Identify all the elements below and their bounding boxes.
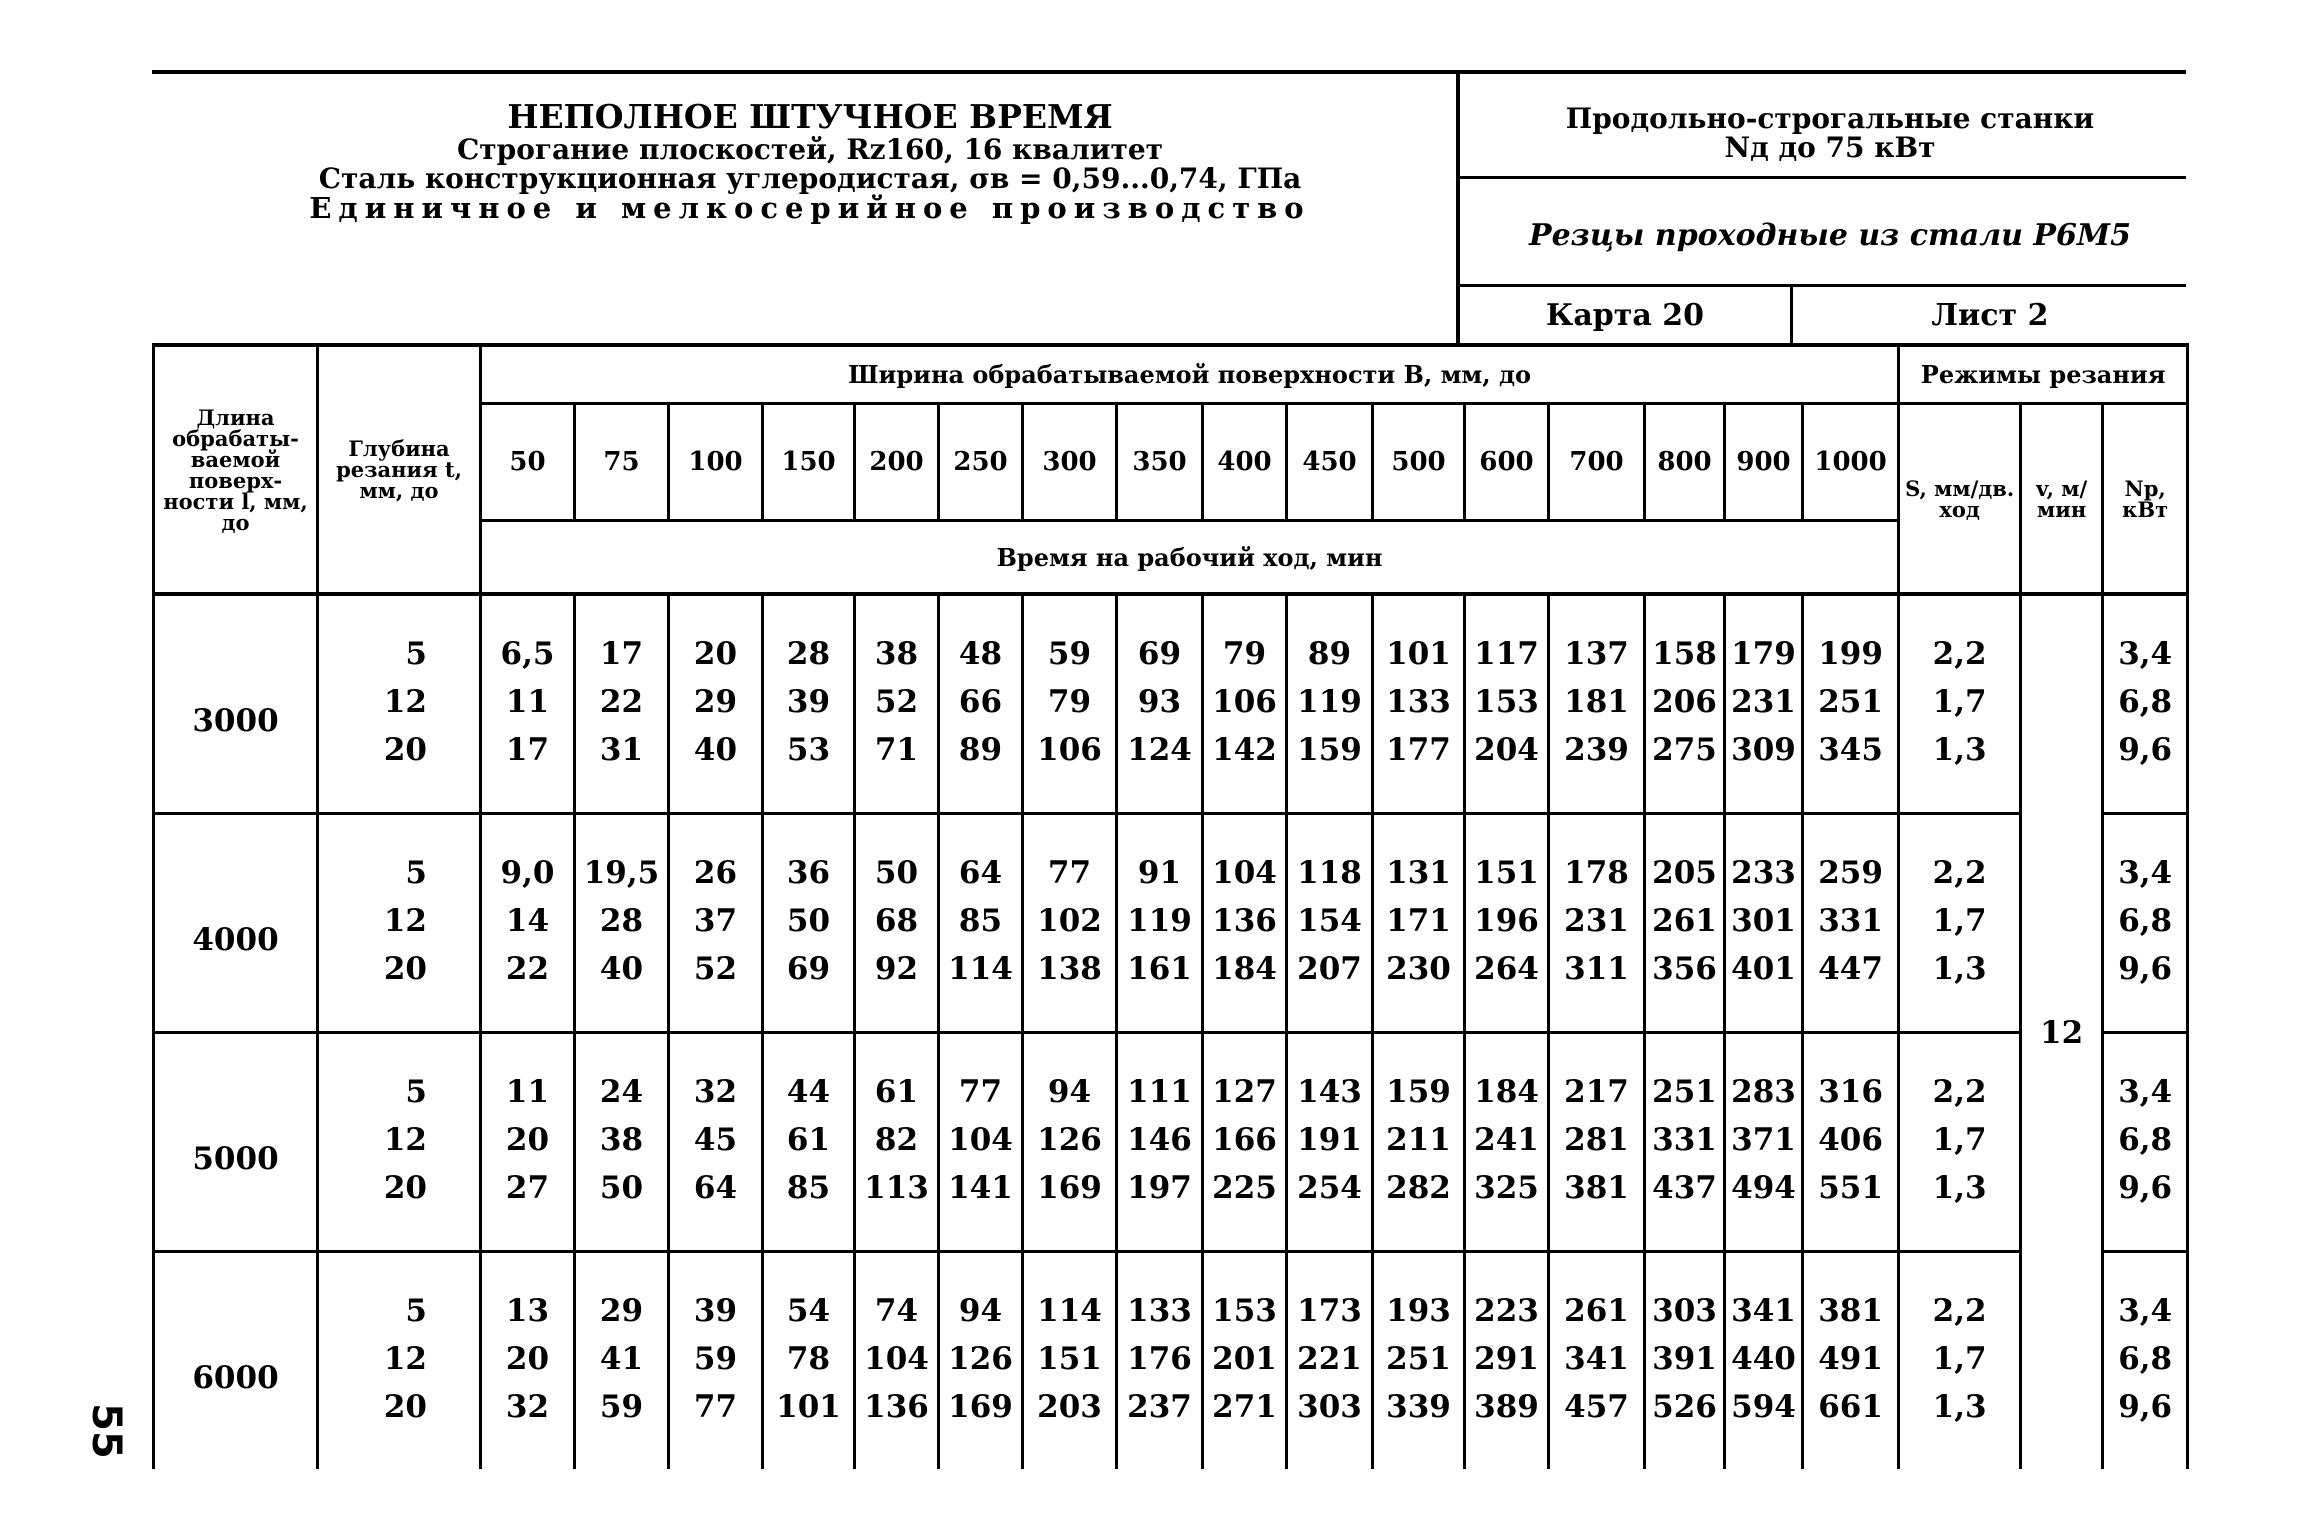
time-cell: 137 [1549, 594, 1645, 678]
time-cell: 526 [1645, 1383, 1725, 1469]
time-cell: 143 [1287, 1033, 1373, 1117]
time-cell: 61 [855, 1033, 939, 1117]
time-cell: 77 [669, 1383, 763, 1469]
time-cell: 119 [1287, 678, 1373, 726]
time-cell: 136 [855, 1383, 939, 1469]
time-cell: 85 [939, 897, 1023, 945]
time-cell: 94 [1023, 1033, 1117, 1117]
time-cell: 131 [1373, 814, 1465, 898]
time-cell: 101 [1373, 594, 1465, 678]
sheet-number: Лист 2 [1931, 298, 2049, 333]
time-cell: 173 [1287, 1252, 1373, 1336]
power-cell: 6,8 [2103, 897, 2188, 945]
depth-cell: 5 [318, 814, 481, 898]
time-cell: 261 [1645, 897, 1725, 945]
table-row [154, 1383, 2188, 1469]
machine-type: Продольно-строгальные станки [1565, 102, 2095, 135]
depth-cell: 20 [318, 1383, 481, 1469]
time-cell: 93 [1117, 678, 1203, 726]
depth-cell: 5 [318, 594, 481, 678]
time-cell: 113 [855, 1164, 939, 1252]
time-cell: 230 [1373, 945, 1465, 1033]
time-cell: 17 [575, 594, 669, 678]
width-header-200: 200 [855, 404, 939, 521]
time-cell: 13 [481, 1252, 575, 1336]
time-cell: 159 [1373, 1033, 1465, 1117]
feed-cell: 1,7 [1899, 1335, 2021, 1383]
time-cell: 74 [855, 1252, 939, 1336]
time-cell: 6,5 [481, 594, 575, 678]
card-number: Карта 20 [1546, 298, 1704, 333]
time-cell: 259 [1803, 814, 1899, 898]
time-cell: 50 [763, 897, 855, 945]
time-cell: 316 [1803, 1033, 1899, 1117]
power-cell: 9,6 [2103, 1383, 2188, 1469]
table-row [154, 945, 2188, 1033]
time-cell: 303 [1287, 1383, 1373, 1469]
time-cell: 31 [575, 726, 669, 814]
time-cell: 32 [481, 1383, 575, 1469]
time-cell: 39 [669, 1252, 763, 1336]
time-cell: 126 [1023, 1116, 1117, 1164]
time-cell: 19,5 [575, 814, 669, 898]
time-cell: 158 [1645, 594, 1725, 678]
time-cell: 29 [575, 1252, 669, 1336]
time-cell: 251 [1803, 678, 1899, 726]
time-cell: 9,0 [481, 814, 575, 898]
time-cell: 301 [1725, 897, 1803, 945]
time-cell: 126 [939, 1335, 1023, 1383]
depth-cell: 20 [318, 945, 481, 1033]
depth-cell: 12 [318, 897, 481, 945]
feed-cell: 1,3 [1899, 1383, 2021, 1469]
time-cell: 311 [1549, 945, 1645, 1033]
width-header-150: 150 [763, 404, 855, 521]
time-cell: 37 [669, 897, 763, 945]
document-subtitle-operation: Строгание плоскостей, Rz160, 16 квалитет [456, 132, 1163, 166]
time-cell: 371 [1725, 1116, 1803, 1164]
width-header-350: 350 [1117, 404, 1203, 521]
time-cell: 69 [763, 945, 855, 1033]
time-cell: 161 [1117, 945, 1203, 1033]
time-cell: 401 [1725, 945, 1803, 1033]
time-cell: 11 [481, 1033, 575, 1117]
feed-cell: 1,7 [1899, 678, 2021, 726]
time-cell: 101 [763, 1383, 855, 1469]
time-cell: 32 [669, 1033, 763, 1117]
time-cell: 217 [1549, 1033, 1645, 1117]
time-cell: 24 [575, 1033, 669, 1117]
depth-cell: 12 [318, 678, 481, 726]
power-cell: 6,8 [2103, 678, 2188, 726]
time-cell: 77 [939, 1033, 1023, 1117]
time-cell: 381 [1549, 1164, 1645, 1252]
time-cell: 184 [1203, 945, 1287, 1033]
depth-cell: 20 [318, 1164, 481, 1252]
width-header-700: 700 [1549, 404, 1645, 521]
table-row [154, 1116, 2188, 1164]
time-cell: 201 [1203, 1335, 1287, 1383]
power-cell: 9,6 [2103, 945, 2188, 1033]
table-row [154, 1252, 2188, 1336]
time-cell: 447 [1803, 945, 1899, 1033]
width-header-500: 500 [1373, 404, 1465, 521]
power-cell: 9,6 [2103, 726, 2188, 814]
time-cell: 79 [1023, 678, 1117, 726]
table-row [154, 726, 2188, 814]
time-cell: 38 [575, 1116, 669, 1164]
time-cell: 551 [1803, 1164, 1899, 1252]
machine-power: Nд до 75 кВт [1724, 131, 1936, 165]
feed-cell: 2,2 [1899, 1252, 2021, 1336]
time-cell: 197 [1117, 1164, 1203, 1252]
table-row [154, 814, 2188, 898]
time-cell: 40 [575, 945, 669, 1033]
time-cell: 85 [763, 1164, 855, 1252]
time-cell: 114 [1023, 1252, 1117, 1336]
table-row [154, 1164, 2188, 1252]
time-cell: 136 [1203, 897, 1287, 945]
page-number: 55 [82, 1403, 129, 1459]
machine-info [1470, 104, 2190, 163]
time-cell: 133 [1373, 678, 1465, 726]
time-cell: 106 [1203, 678, 1287, 726]
time-cell: 71 [855, 726, 939, 814]
time-cell: 52 [855, 678, 939, 726]
length-cell: 5000 [154, 1033, 318, 1252]
time-cell: 282 [1373, 1164, 1465, 1252]
time-cell: 20 [669, 594, 763, 678]
tool-info: Резцы проходные из стали Р6М5 [1529, 218, 2131, 253]
time-cell: 142 [1203, 726, 1287, 814]
time-cell: 391 [1645, 1335, 1725, 1383]
time-cell: 331 [1645, 1116, 1725, 1164]
time-cell: 104 [1203, 814, 1287, 898]
time-cell: 22 [575, 678, 669, 726]
top-rule [152, 70, 2186, 74]
time-cell: 154 [1287, 897, 1373, 945]
column-header-feed: S, мм/дв. ход [1899, 404, 2021, 595]
time-cell: 494 [1725, 1164, 1803, 1252]
time-cell: 45 [669, 1116, 763, 1164]
time-cell: 594 [1725, 1383, 1803, 1469]
feed-cell: 1,3 [1899, 726, 2021, 814]
time-cell: 11 [481, 678, 575, 726]
time-cell: 69 [1117, 594, 1203, 678]
time-cell: 48 [939, 594, 1023, 678]
depth-cell: 5 [318, 1252, 481, 1336]
time-cell: 94 [939, 1252, 1023, 1336]
table-row [154, 1033, 2188, 1117]
time-cell: 437 [1645, 1164, 1725, 1252]
time-cell: 59 [1023, 594, 1117, 678]
feed-cell: 1,7 [1899, 897, 2021, 945]
time-cell: 406 [1803, 1116, 1899, 1164]
time-cell: 54 [763, 1252, 855, 1336]
power-cell: 9,6 [2103, 1164, 2188, 1252]
time-cell: 177 [1373, 726, 1465, 814]
time-table [152, 343, 2189, 1469]
time-cell: 50 [855, 814, 939, 898]
time-cell: 457 [1549, 1383, 1645, 1469]
time-cell: 153 [1203, 1252, 1287, 1336]
time-cell: 381 [1803, 1252, 1899, 1336]
time-cell: 203 [1023, 1383, 1117, 1469]
time-cell: 191 [1287, 1116, 1373, 1164]
time-cell: 239 [1549, 726, 1645, 814]
time-cell: 61 [763, 1116, 855, 1164]
time-cell: 204 [1465, 726, 1549, 814]
time-cell: 169 [1023, 1164, 1117, 1252]
time-cell: 146 [1117, 1116, 1203, 1164]
width-header-300: 300 [1023, 404, 1117, 521]
time-cell: 153 [1465, 678, 1549, 726]
time-cell: 283 [1725, 1033, 1803, 1117]
time-cell: 661 [1803, 1383, 1899, 1469]
power-cell: 3,4 [2103, 1033, 2188, 1117]
card-divider [1790, 284, 1793, 344]
width-header-100: 100 [669, 404, 763, 521]
power-cell: 3,4 [2103, 594, 2188, 678]
column-header-power: Nр, кВт [2103, 404, 2188, 595]
time-cell: 104 [939, 1116, 1023, 1164]
width-header-1000: 1000 [1803, 404, 1899, 521]
time-cell: 440 [1725, 1335, 1803, 1383]
length-cell: 6000 [154, 1252, 318, 1470]
time-cell: 111 [1117, 1033, 1203, 1117]
time-cell: 141 [939, 1164, 1023, 1252]
time-cell: 119 [1117, 897, 1203, 945]
time-cell: 20 [481, 1335, 575, 1383]
time-cell: 79 [1203, 594, 1287, 678]
width-group-header: Ширина обрабатываемой поверхности B, мм, до [481, 345, 1899, 404]
time-cell: 17 [481, 726, 575, 814]
time-cell: 251 [1645, 1033, 1725, 1117]
time-cell: 339 [1373, 1383, 1465, 1469]
time-cell: 20 [481, 1116, 575, 1164]
time-cell: 309 [1725, 726, 1803, 814]
time-cell: 291 [1465, 1335, 1549, 1383]
time-cell: 151 [1465, 814, 1549, 898]
time-cell: 169 [939, 1383, 1023, 1469]
time-cell: 237 [1117, 1383, 1203, 1469]
modes-group-header: Режимы резания [1899, 345, 2188, 404]
feed-cell: 1,7 [1899, 1116, 2021, 1164]
time-cell: 211 [1373, 1116, 1465, 1164]
time-cell: 231 [1725, 678, 1803, 726]
power-cell: 6,8 [2103, 1335, 2188, 1383]
table-row [154, 594, 2188, 678]
feed-cell: 1,3 [1899, 1164, 2021, 1252]
document-subtitle-material: Сталь конструкционная углеродистая, σв = 0,59...0,74, ГПа [318, 162, 1302, 196]
document-title: НЕПОЛНОЕ ШТУЧНОЕ ВРЕМЯ [507, 97, 1113, 136]
time-cell: 251 [1373, 1335, 1465, 1383]
column-header-length: Длина обрабаты-ваемой поверх-ности l, мм, до [154, 345, 318, 594]
width-header-250: 250 [939, 404, 1023, 521]
width-header-450: 450 [1287, 404, 1373, 521]
time-group-header: Время на рабочий ход, мин [481, 521, 1899, 595]
time-cell: 78 [763, 1335, 855, 1383]
time-cell: 41 [575, 1335, 669, 1383]
time-cell: 196 [1465, 897, 1549, 945]
time-cell: 133 [1117, 1252, 1203, 1336]
time-cell: 44 [763, 1033, 855, 1117]
time-cell: 22 [481, 945, 575, 1033]
time-cell: 199 [1803, 594, 1899, 678]
width-header-75: 75 [575, 404, 669, 521]
time-cell: 179 [1725, 594, 1803, 678]
time-cell: 59 [575, 1383, 669, 1469]
time-cell: 206 [1645, 678, 1725, 726]
document-heading [160, 97, 1460, 226]
time-cell: 138 [1023, 945, 1117, 1033]
time-cell: 281 [1549, 1116, 1645, 1164]
depth-cell: 12 [318, 1116, 481, 1164]
time-cell: 40 [669, 726, 763, 814]
time-cell: 124 [1117, 726, 1203, 814]
time-cell: 89 [939, 726, 1023, 814]
time-cell: 178 [1549, 814, 1645, 898]
time-cell: 117 [1465, 594, 1549, 678]
time-cell: 28 [575, 897, 669, 945]
length-cell: 3000 [154, 594, 318, 814]
time-cell: 389 [1465, 1383, 1549, 1469]
time-cell: 28 [763, 594, 855, 678]
time-cell: 102 [1023, 897, 1117, 945]
time-cell: 356 [1645, 945, 1725, 1033]
time-cell: 166 [1203, 1116, 1287, 1164]
time-cell: 193 [1373, 1252, 1465, 1336]
time-cell: 159 [1287, 726, 1373, 814]
time-cell: 64 [669, 1164, 763, 1252]
time-cell: 151 [1023, 1335, 1117, 1383]
time-cell: 205 [1645, 814, 1725, 898]
header-right-rule-2 [1456, 284, 2186, 287]
time-cell: 38 [855, 594, 939, 678]
time-cell: 29 [669, 678, 763, 726]
time-cell: 127 [1203, 1033, 1287, 1117]
time-cell: 325 [1465, 1164, 1549, 1252]
time-cell: 345 [1803, 726, 1899, 814]
time-cell: 66 [939, 678, 1023, 726]
time-cell: 184 [1465, 1033, 1549, 1117]
time-cell: 53 [763, 726, 855, 814]
time-cell: 181 [1549, 678, 1645, 726]
column-header-depth: Глубина резания t, мм, до [318, 345, 481, 594]
time-cell: 241 [1465, 1116, 1549, 1164]
time-cell: 341 [1549, 1335, 1645, 1383]
time-cell: 264 [1465, 945, 1549, 1033]
feed-cell: 2,2 [1899, 1033, 2021, 1117]
length-cell: 4000 [154, 814, 318, 1033]
width-header-800: 800 [1645, 404, 1725, 521]
time-cell: 341 [1725, 1252, 1803, 1336]
time-cell: 89 [1287, 594, 1373, 678]
width-header-600: 600 [1465, 404, 1549, 521]
time-cell: 275 [1645, 726, 1725, 814]
width-header-400: 400 [1203, 404, 1287, 521]
time-cell: 176 [1117, 1335, 1203, 1383]
time-cell: 92 [855, 945, 939, 1033]
depth-cell: 12 [318, 1335, 481, 1383]
time-cell: 114 [939, 945, 1023, 1033]
time-cell: 77 [1023, 814, 1117, 898]
time-cell: 68 [855, 897, 939, 945]
time-cell: 50 [575, 1164, 669, 1252]
time-cell: 207 [1287, 945, 1373, 1033]
table-row [154, 897, 2188, 945]
time-cell: 491 [1803, 1335, 1899, 1383]
power-cell: 6,8 [2103, 1116, 2188, 1164]
time-cell: 106 [1023, 726, 1117, 814]
time-cell: 59 [669, 1335, 763, 1383]
time-cell: 104 [855, 1335, 939, 1383]
time-cell: 27 [481, 1164, 575, 1252]
time-cell: 261 [1549, 1252, 1645, 1336]
column-header-speed: v, м/мин [2021, 404, 2103, 595]
feed-cell: 2,2 [1899, 814, 2021, 898]
time-cell: 225 [1203, 1164, 1287, 1252]
time-cell: 91 [1117, 814, 1203, 898]
power-cell: 3,4 [2103, 1252, 2188, 1336]
time-cell: 271 [1203, 1383, 1287, 1469]
time-cell: 36 [763, 814, 855, 898]
time-cell: 52 [669, 945, 763, 1033]
header-right-rule-1 [1456, 176, 2186, 179]
time-cell: 233 [1725, 814, 1803, 898]
time-cell: 231 [1549, 897, 1645, 945]
time-cell: 331 [1803, 897, 1899, 945]
time-cell: 221 [1287, 1335, 1373, 1383]
speed-cell: 12 [2021, 594, 2103, 1469]
document-subtitle-production: Единичное и мелкосерийное производство [309, 191, 1311, 226]
time-cell: 26 [669, 814, 763, 898]
time-cell: 118 [1287, 814, 1373, 898]
table-row [154, 1335, 2188, 1383]
time-cell: 64 [939, 814, 1023, 898]
feed-cell: 1,3 [1899, 945, 2021, 1033]
time-cell: 39 [763, 678, 855, 726]
time-cell: 254 [1287, 1164, 1373, 1252]
width-header-50: 50 [481, 404, 575, 521]
time-cell: 171 [1373, 897, 1465, 945]
depth-cell: 5 [318, 1033, 481, 1117]
time-cell: 82 [855, 1116, 939, 1164]
time-cell: 303 [1645, 1252, 1725, 1336]
feed-cell: 2,2 [1899, 594, 2021, 678]
depth-cell: 20 [318, 726, 481, 814]
width-header-900: 900 [1725, 404, 1803, 521]
time-cell: 223 [1465, 1252, 1549, 1336]
power-cell: 3,4 [2103, 814, 2188, 898]
table-row [154, 678, 2188, 726]
time-cell: 14 [481, 897, 575, 945]
